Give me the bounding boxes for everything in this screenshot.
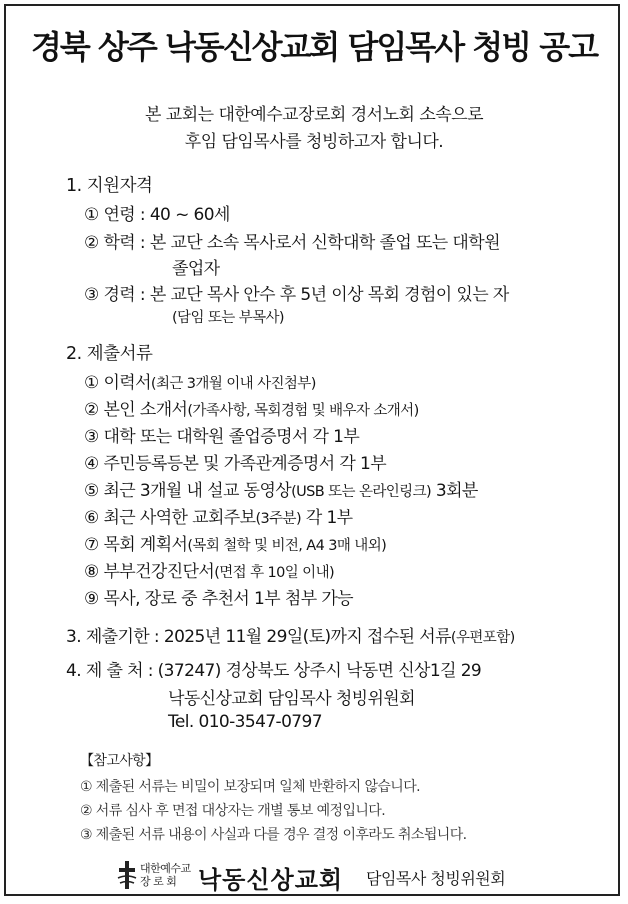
- doc-main: ⑥ 최근 사역한 교회주보: [84, 508, 256, 528]
- notice-title: 경북 상주 낙동신상교회 담임목사 청빙 공고: [30, 28, 598, 66]
- intro-line-1: 본 교회는 대한예수교장로회 경서노회 소속으로: [144, 105, 484, 125]
- document-item: [84, 422, 359, 447]
- label: ① 연령 :: [84, 205, 150, 225]
- qualification-education-cont: 졸업자: [172, 259, 220, 279]
- qualification-age: [84, 200, 230, 225]
- submission-recipient: 낙동신상교회 담임목사 청빙위원회: [168, 689, 415, 709]
- submission-phone: Tel. 010-3547-0797: [168, 712, 322, 732]
- doc-main: ⑤ 최근 3개월 내 설교 동영상: [84, 481, 292, 501]
- value: 본 교단 소속 목사로서 신학대학 졸업 또는 대학원: [149, 233, 500, 253]
- document-item: [84, 449, 386, 474]
- notes-heading: 【참고사항】: [80, 753, 159, 769]
- deadline-heading: 3. 제출기한 :: [66, 627, 164, 647]
- doc-tail: 3회분: [431, 481, 478, 501]
- label: ③ 경력 :: [84, 285, 150, 305]
- value: 본 교단 목사 안수 후 5년 이상 목회 경험이 있는 자: [149, 285, 509, 305]
- qualification-experience-cont: (담임 또는 부목사): [172, 310, 284, 326]
- doc-main: ③ 대학 또는 대학원 졸업증명서 각 1부: [84, 427, 360, 447]
- committee-name: 담임목사 청빙위원회: [366, 869, 506, 888]
- church-name: 낙동신상교회: [198, 866, 344, 894]
- doc-note: (가족사항, 목회경험 및 배우자 소개서): [187, 403, 419, 419]
- document-item: [84, 530, 386, 555]
- document-item: [84, 368, 316, 393]
- document-item: [84, 584, 353, 609]
- doc-main: ① 이력서: [84, 373, 151, 393]
- note-item: ③ 제출된 서류 내용이 사실과 다를 경우 결정 이후라도 취소됩니다.: [80, 827, 467, 843]
- doc-note: (최근 3개월 이내 사진첨부): [150, 376, 316, 392]
- document-item: [84, 557, 334, 582]
- doc-main: ⑧ 부부건강진단서: [84, 562, 215, 582]
- doc-main: ⑨ 목사, 장로 중 추천서 1부 첨부 가능: [84, 589, 353, 609]
- denomination-mark: [140, 862, 191, 888]
- section-submission: [66, 656, 481, 681]
- doc-tail: 각 1부: [301, 508, 353, 528]
- doc-note: (3주분): [255, 511, 302, 527]
- submission-heading: 4. 제 출 처 :: [66, 661, 158, 681]
- section-qualifications-heading: 1. 지원자격: [66, 176, 153, 196]
- denomination-line-1: 대한예수교: [140, 862, 191, 875]
- qualification-education: [84, 228, 500, 253]
- doc-main: ⑦ 목회 계획서: [84, 535, 188, 555]
- deadline-note: (우편포함): [450, 630, 515, 646]
- document-item: [84, 476, 478, 501]
- cross-icon: [116, 860, 138, 890]
- document-item: [84, 503, 352, 528]
- section-documents-heading: 2. 제출서류: [66, 344, 153, 364]
- note-item: ① 제출된 서류는 비밀이 보장되며 일체 반환하지 않습니다.: [80, 779, 421, 795]
- doc-main: ④ 주민등록등본 및 가족관계증명서 각 1부: [84, 454, 387, 474]
- doc-main: ② 본인 소개서: [84, 400, 188, 420]
- value: 40 ~ 60세: [149, 205, 230, 225]
- label: ② 학력 :: [84, 233, 150, 253]
- doc-note: (면접 후 10일 이내): [214, 565, 335, 581]
- submission-address: (37247) 경상북도 상주시 낙동면 신상1길 29: [157, 661, 482, 681]
- document-item: [84, 395, 419, 420]
- footer: [0, 860, 628, 896]
- section-deadline: [66, 622, 515, 647]
- doc-note: (목회 철학 및 비전, A4 3매 내외): [187, 538, 387, 554]
- note-item: ② 서류 심사 후 면접 대상자는 개별 통보 예정입니다.: [80, 803, 386, 819]
- deadline-text: 2025년 11월 29일(토)까지 접수된 서류: [163, 627, 451, 647]
- qualification-experience: [84, 280, 509, 305]
- doc-note: (USB 또는 온라인링크): [291, 484, 432, 500]
- intro-line-2: 후임 담임목사를 청빙하고자 합니다.: [184, 132, 444, 152]
- denomination-line-2: 장 로 회: [140, 875, 177, 888]
